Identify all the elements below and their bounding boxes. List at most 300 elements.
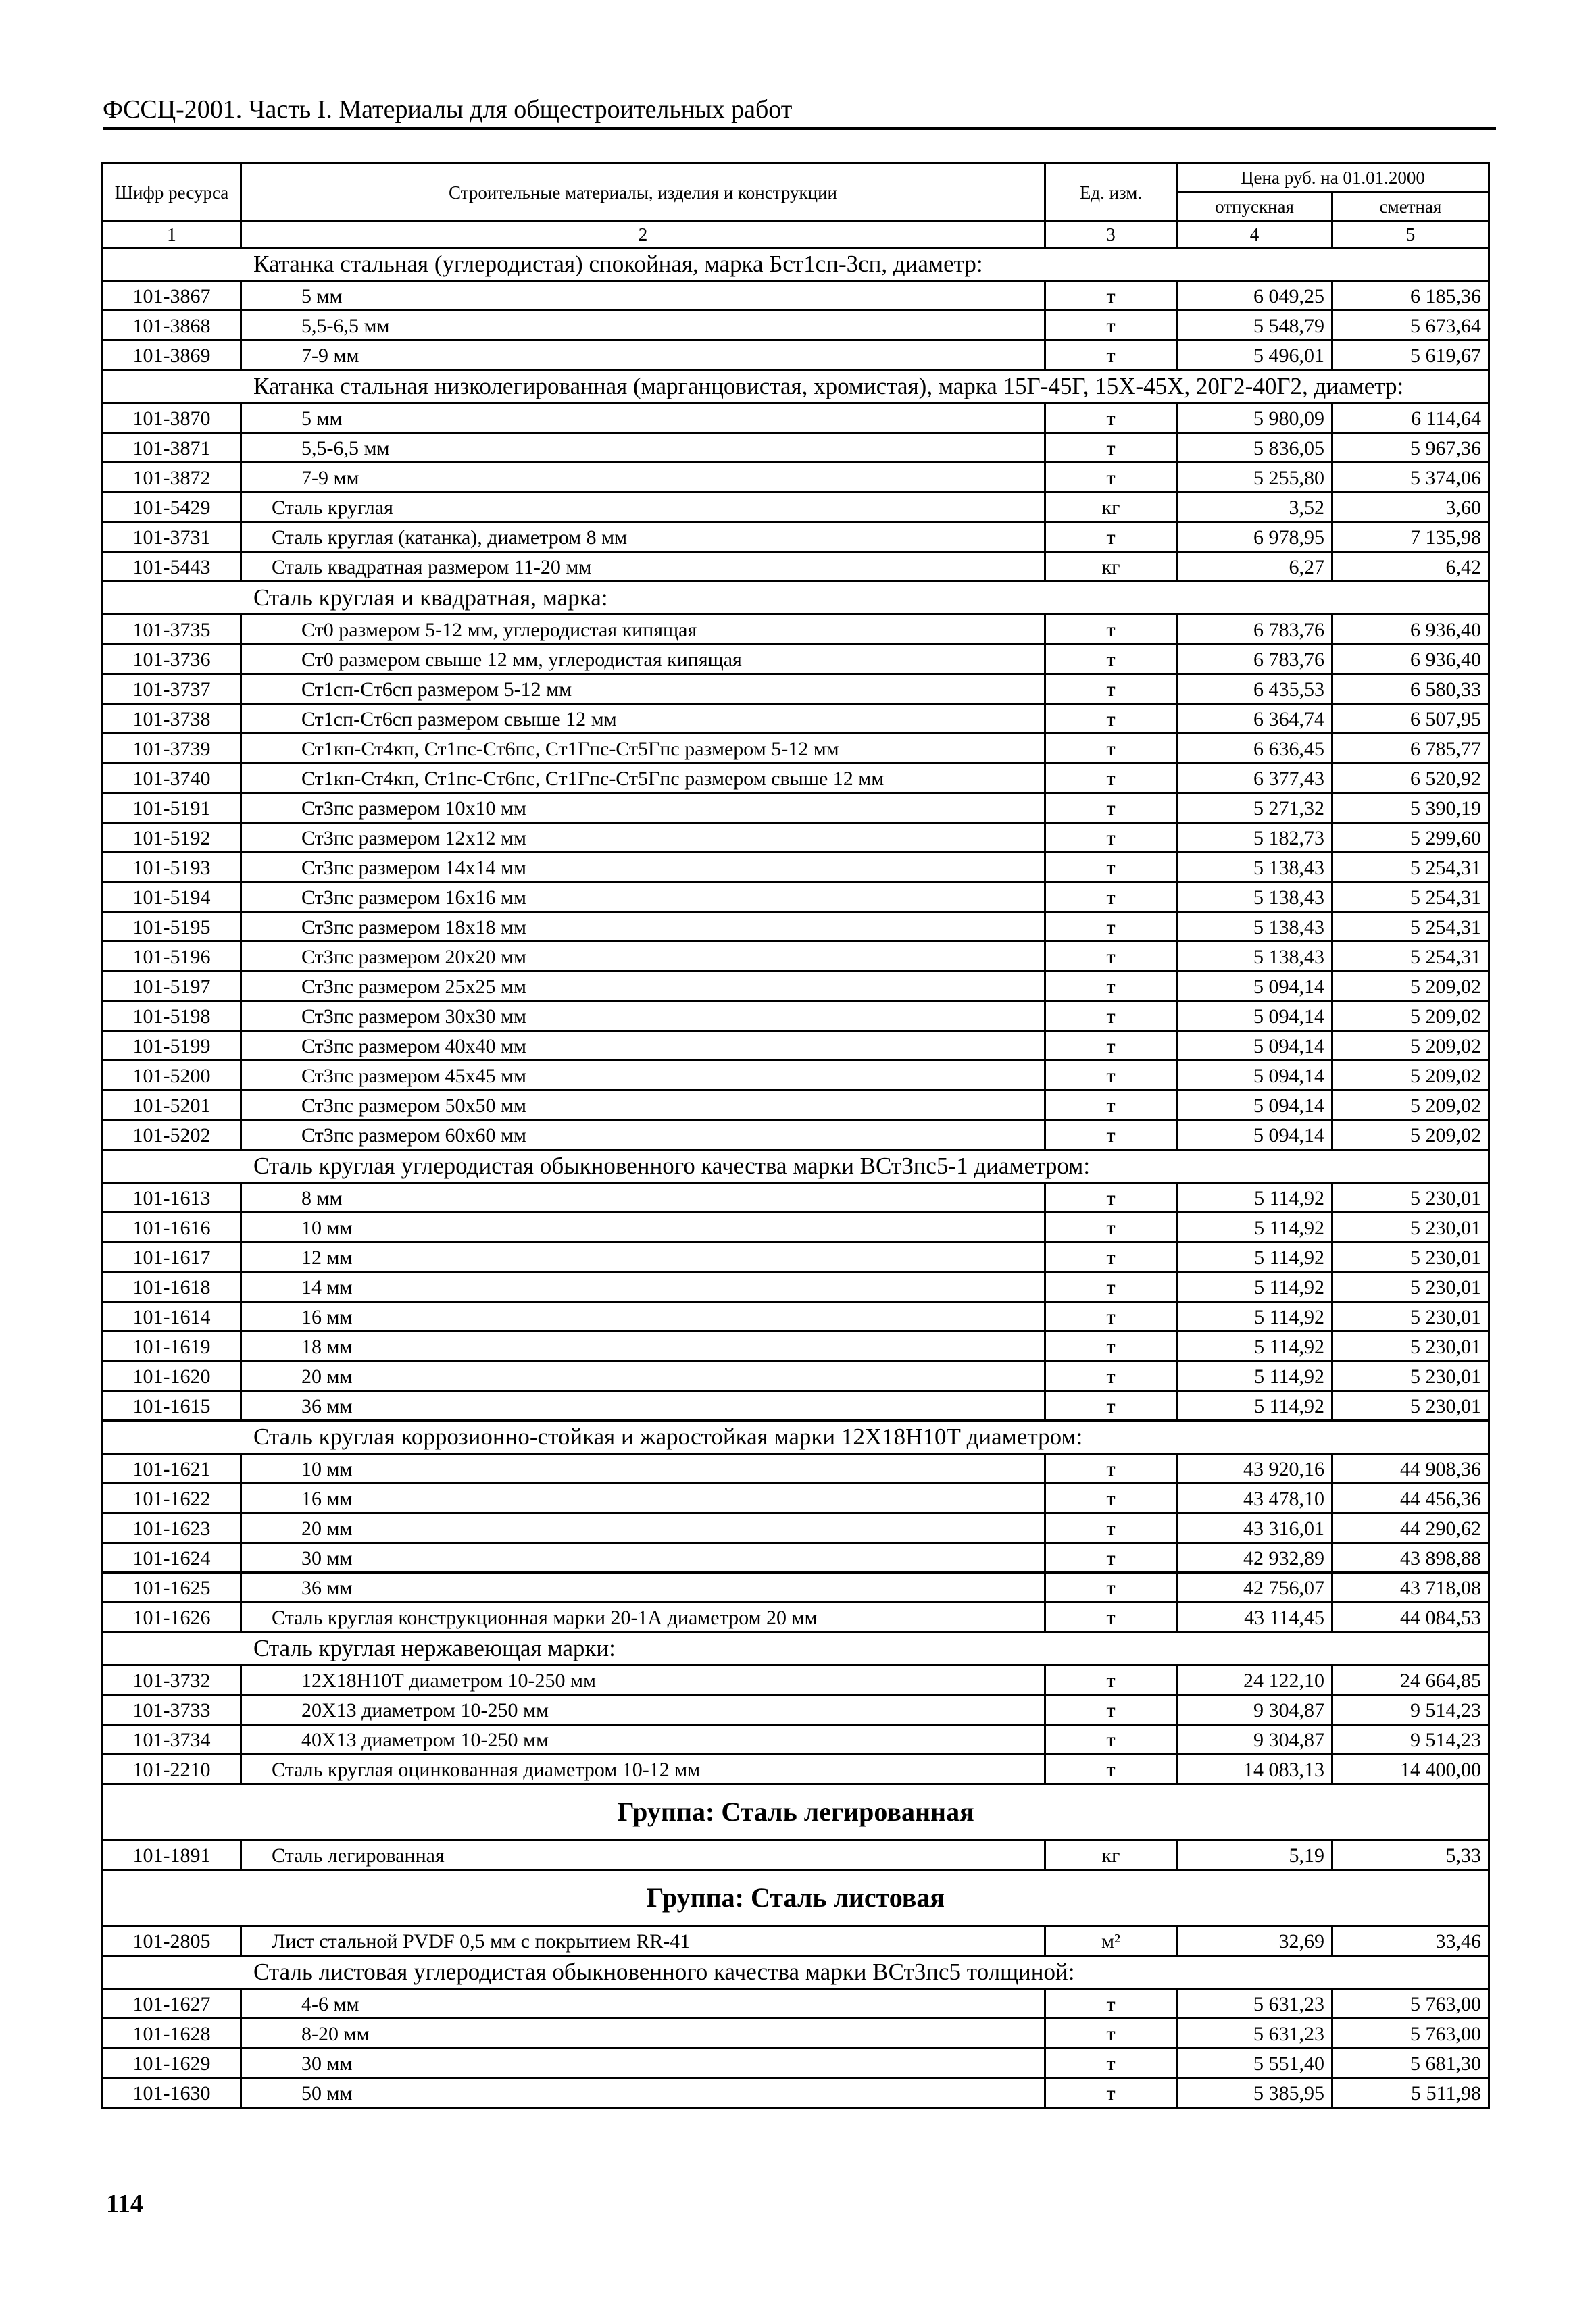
resource-code: 101-1614	[103, 1302, 241, 1332]
price-release: 6 783,76	[1177, 645, 1332, 674]
section-heading: Катанка стальная (углеродистая) спокойная, марка Бст1сп-3сп, диаметр:	[103, 248, 1489, 281]
unit-of-measure: м²	[1045, 1926, 1177, 1956]
table-row	[103, 2078, 1489, 2108]
price-release: 5 138,43	[1177, 853, 1332, 882]
price-estimate: 24 664,85	[1332, 1665, 1489, 1695]
material-description: Ст3пс размером 16х16 мм	[241, 882, 1045, 912]
material-description: Ст3пс размером 60х60 мм	[241, 1120, 1045, 1150]
price-estimate: 44 456,36	[1332, 1484, 1489, 1513]
resource-code: 101-1626	[103, 1603, 241, 1632]
table-row	[103, 853, 1489, 882]
resource-code: 101-1620	[103, 1361, 241, 1391]
unit-of-measure: т	[1045, 645, 1177, 674]
price-release: 42 756,07	[1177, 1573, 1332, 1603]
resource-code: 101-1891	[103, 1840, 241, 1870]
resource-code: 101-1628	[103, 2019, 241, 2048]
unit-of-measure: кг	[1045, 493, 1177, 522]
section-heading: Сталь круглая и квадратная, марка:	[103, 582, 1489, 615]
material-description: 7-9 мм	[241, 463, 1045, 493]
resource-code: 101-1623	[103, 1513, 241, 1543]
table-row	[103, 1361, 1489, 1391]
section-heading-row	[103, 248, 1489, 281]
price-release: 32,69	[1177, 1926, 1332, 1956]
material-description: 12 мм	[241, 1242, 1045, 1272]
price-estimate: 6 185,36	[1332, 281, 1489, 311]
resource-code: 101-3735	[103, 615, 241, 645]
material-description: Ст3пс размером 50х50 мм	[241, 1090, 1045, 1120]
table-row	[103, 463, 1489, 493]
material-description: Ст3пс размером 20х20 мм	[241, 942, 1045, 972]
resource-code: 101-3731	[103, 522, 241, 552]
unit-of-measure: т	[1045, 1213, 1177, 1242]
price-release: 9 304,87	[1177, 1725, 1332, 1755]
price-estimate: 6,42	[1332, 552, 1489, 582]
price-release: 9 304,87	[1177, 1695, 1332, 1725]
table-body	[103, 248, 1489, 2108]
unit-of-measure: т	[1045, 1332, 1177, 1361]
price-estimate: 5 230,01	[1332, 1332, 1489, 1361]
unit-of-measure: т	[1045, 793, 1177, 823]
price-estimate: 6 580,33	[1332, 674, 1489, 704]
table-row	[103, 1725, 1489, 1755]
price-estimate: 5 209,02	[1332, 1001, 1489, 1031]
price-release: 43 920,16	[1177, 1454, 1332, 1484]
unit-of-measure: т	[1045, 615, 1177, 645]
table-row	[103, 522, 1489, 552]
price-estimate: 5 209,02	[1332, 1031, 1489, 1061]
unit-of-measure: т	[1045, 823, 1177, 853]
material-description: Ст3пс размером 14х14 мм	[241, 853, 1045, 882]
unit-of-measure: т	[1045, 853, 1177, 882]
table-row	[103, 1332, 1489, 1361]
material-description: Ст1сп-Ст6сп размером 5-12 мм	[241, 674, 1045, 704]
resource-code: 101-2805	[103, 1926, 241, 1956]
price-release: 5 496,01	[1177, 341, 1332, 370]
table-row	[103, 1513, 1489, 1543]
unit-of-measure: т	[1045, 522, 1177, 552]
table-row	[103, 615, 1489, 645]
unit-of-measure: т	[1045, 1183, 1177, 1213]
price-estimate: 5 230,01	[1332, 1272, 1489, 1302]
price-release: 43 478,10	[1177, 1484, 1332, 1513]
price-estimate: 5 230,01	[1332, 1213, 1489, 1242]
resource-code: 101-5202	[103, 1120, 241, 1150]
resource-code: 101-1629	[103, 2048, 241, 2078]
resource-code: 101-5443	[103, 552, 241, 582]
unit-of-measure: т	[1045, 1302, 1177, 1332]
price-release: 5 138,43	[1177, 912, 1332, 942]
column-number: 2	[241, 222, 1045, 248]
resource-code: 101-1616	[103, 1213, 241, 1242]
price-table	[101, 162, 1490, 2109]
price-release: 5 094,14	[1177, 1001, 1332, 1031]
price-release: 43 114,45	[1177, 1603, 1332, 1632]
group-heading-row	[103, 1784, 1489, 1840]
unit-of-measure: т	[1045, 1061, 1177, 1090]
table-row	[103, 1543, 1489, 1573]
table-row	[103, 645, 1489, 674]
table-row	[103, 281, 1489, 311]
resource-code: 101-1615	[103, 1391, 241, 1421]
unit-of-measure: т	[1045, 1725, 1177, 1755]
price-estimate: 5,33	[1332, 1840, 1489, 1870]
resource-code: 101-3738	[103, 704, 241, 734]
unit-of-measure: т	[1045, 734, 1177, 763]
price-estimate: 5 967,36	[1332, 433, 1489, 463]
price-estimate: 5 230,01	[1332, 1183, 1489, 1213]
table-row	[103, 341, 1489, 370]
price-release: 5 631,23	[1177, 2019, 1332, 2048]
price-estimate: 6 785,77	[1332, 734, 1489, 763]
table-row	[103, 912, 1489, 942]
price-release: 5 094,14	[1177, 1031, 1332, 1061]
material-description: 5 мм	[241, 403, 1045, 433]
material-description: Сталь круглая (катанка), диаметром 8 мм	[241, 522, 1045, 552]
price-estimate: 5 209,02	[1332, 1090, 1489, 1120]
table-row	[103, 1272, 1489, 1302]
material-description: Сталь круглая конструкционная марки 20-1А диаметром 20 мм	[241, 1603, 1045, 1632]
material-description: Сталь квадратная размером 11-20 мм	[241, 552, 1045, 582]
section-heading: Сталь круглая углеродистая обыкновенного качества марки ВСт3пс5-1 диаметром:	[103, 1150, 1489, 1183]
price-release: 5 551,40	[1177, 2048, 1332, 2078]
resource-code: 101-3736	[103, 645, 241, 674]
resource-code: 101-5195	[103, 912, 241, 942]
unit-of-measure: т	[1045, 2019, 1177, 2048]
table-row	[103, 493, 1489, 522]
resource-code: 101-1619	[103, 1332, 241, 1361]
column-number: 4	[1177, 222, 1332, 248]
table-row	[103, 1755, 1489, 1784]
resource-code: 101-3869	[103, 341, 241, 370]
price-release: 6 978,95	[1177, 522, 1332, 552]
resource-code: 101-3739	[103, 734, 241, 763]
price-release: 5 094,14	[1177, 1061, 1332, 1090]
table-row	[103, 1213, 1489, 1242]
section-heading-row	[103, 1150, 1489, 1183]
price-estimate: 5 254,31	[1332, 853, 1489, 882]
header-price-estimate: сметная	[1332, 193, 1489, 222]
material-description: 18 мм	[241, 1332, 1045, 1361]
material-description: 12Х18Н10Т диаметром 10-250 мм	[241, 1665, 1045, 1695]
resource-code: 101-3872	[103, 463, 241, 493]
material-description: 5,5-6,5 мм	[241, 311, 1045, 341]
section-heading: Сталь круглая нержавеющая марки:	[103, 1632, 1489, 1665]
table-row	[103, 734, 1489, 763]
price-release: 6 364,74	[1177, 704, 1332, 734]
unit-of-measure: т	[1045, 2078, 1177, 2108]
material-description: 4-6 мм	[241, 1989, 1045, 2019]
material-description: 30 мм	[241, 1543, 1045, 1573]
material-description: Ст0 размером свыше 12 мм, углеродистая кипящая	[241, 645, 1045, 674]
price-estimate: 5 299,60	[1332, 823, 1489, 853]
resource-code: 101-1617	[103, 1242, 241, 1272]
price-estimate: 5 763,00	[1332, 2019, 1489, 2048]
section-heading: Сталь круглая коррозионно-стойкая и жаростойкая марки 12Х18Н10Т диаметром:	[103, 1421, 1489, 1454]
price-release: 5 548,79	[1177, 311, 1332, 341]
price-release: 5 182,73	[1177, 823, 1332, 853]
resource-code: 101-5194	[103, 882, 241, 912]
material-description: Ст3пс размером 45х45 мм	[241, 1061, 1045, 1090]
price-estimate: 33,46	[1332, 1926, 1489, 1956]
resource-code: 101-3870	[103, 403, 241, 433]
table-row	[103, 823, 1489, 853]
price-estimate: 6 520,92	[1332, 763, 1489, 793]
material-description: 20Х13 диаметром 10-250 мм	[241, 1695, 1045, 1725]
price-estimate: 5 230,01	[1332, 1302, 1489, 1332]
unit-of-measure: т	[1045, 1513, 1177, 1543]
material-description: Ст3пс размером 25х25 мм	[241, 972, 1045, 1001]
table-row	[103, 1242, 1489, 1272]
resource-code: 101-3737	[103, 674, 241, 704]
price-estimate: 9 514,23	[1332, 1725, 1489, 1755]
price-release: 5 114,92	[1177, 1332, 1332, 1361]
price-estimate: 5 254,31	[1332, 912, 1489, 942]
unit-of-measure: т	[1045, 674, 1177, 704]
material-description: 20 мм	[241, 1361, 1045, 1391]
unit-of-measure: т	[1045, 403, 1177, 433]
unit-of-measure: т	[1045, 1454, 1177, 1484]
unit-of-measure: т	[1045, 433, 1177, 463]
resource-code: 101-3740	[103, 763, 241, 793]
resource-code: 101-3868	[103, 311, 241, 341]
unit-of-measure: т	[1045, 1272, 1177, 1302]
price-release: 5 631,23	[1177, 1989, 1332, 2019]
unit-of-measure: кг	[1045, 552, 1177, 582]
table-row	[103, 433, 1489, 463]
unit-of-measure: т	[1045, 1543, 1177, 1573]
price-release: 5 138,43	[1177, 882, 1332, 912]
group-heading: Группа: Сталь листовая	[103, 1870, 1489, 1926]
column-number: 3	[1045, 222, 1177, 248]
table-row	[103, 1840, 1489, 1870]
price-estimate: 9 514,23	[1332, 1695, 1489, 1725]
section-heading: Катанка стальная низколегированная (марганцовистая, хромистая), марка 15Г-45Г, 15Х-45Х, 20Г2-40Г2, диаметр:	[103, 370, 1489, 403]
unit-of-measure: кг	[1045, 1840, 1177, 1870]
material-description: Сталь круглая	[241, 493, 1045, 522]
page-number: 114	[106, 2190, 143, 2218]
price-estimate: 5 681,30	[1332, 2048, 1489, 2078]
unit-of-measure: т	[1045, 763, 1177, 793]
resource-code: 101-5191	[103, 793, 241, 823]
table-row	[103, 972, 1489, 1001]
price-release: 5 114,92	[1177, 1213, 1332, 1242]
table-row	[103, 1454, 1489, 1484]
material-description: Лист стальной PVDF 0,5 мм с покрытием RR-41	[241, 1926, 1045, 1956]
unit-of-measure: т	[1045, 2048, 1177, 2078]
table-row	[103, 1120, 1489, 1150]
price-release: 42 932,89	[1177, 1543, 1332, 1573]
header-price-group: Цена руб. на 01.01.2000	[1177, 164, 1489, 193]
table-row	[103, 552, 1489, 582]
price-release: 6 636,45	[1177, 734, 1332, 763]
price-estimate: 14 400,00	[1332, 1755, 1489, 1784]
resource-code: 101-5198	[103, 1001, 241, 1031]
price-release: 6,27	[1177, 552, 1332, 582]
price-estimate: 7 135,98	[1332, 522, 1489, 552]
table-row	[103, 704, 1489, 734]
material-description: 10 мм	[241, 1454, 1045, 1484]
price-estimate: 6 936,40	[1332, 645, 1489, 674]
table-row	[103, 1989, 1489, 2019]
resource-code: 101-5193	[103, 853, 241, 882]
material-description: 16 мм	[241, 1302, 1045, 1332]
price-release: 5 114,92	[1177, 1302, 1332, 1332]
price-release: 24 122,10	[1177, 1665, 1332, 1695]
price-release: 5 094,14	[1177, 1090, 1332, 1120]
material-description: 36 мм	[241, 1573, 1045, 1603]
material-description: Ст3пс размером 18х18 мм	[241, 912, 1045, 942]
resource-code: 101-1624	[103, 1543, 241, 1573]
resource-code: 101-5192	[103, 823, 241, 853]
price-estimate: 5 254,31	[1332, 882, 1489, 912]
resource-code: 101-1618	[103, 1272, 241, 1302]
resource-code: 101-5199	[103, 1031, 241, 1061]
unit-of-measure: т	[1045, 281, 1177, 311]
price-release: 5 114,92	[1177, 1183, 1332, 1213]
unit-of-measure: т	[1045, 1573, 1177, 1603]
unit-of-measure: т	[1045, 704, 1177, 734]
material-description: Сталь легированная	[241, 1840, 1045, 1870]
price-release: 5 094,14	[1177, 972, 1332, 1001]
material-description: 36 мм	[241, 1391, 1045, 1421]
price-release: 5 114,92	[1177, 1242, 1332, 1272]
unit-of-measure: т	[1045, 1090, 1177, 1120]
group-heading-row	[103, 1870, 1489, 1926]
material-description: Ст3пс размером 12х12 мм	[241, 823, 1045, 853]
material-description: 7-9 мм	[241, 341, 1045, 370]
resource-code: 101-3867	[103, 281, 241, 311]
unit-of-measure: т	[1045, 942, 1177, 972]
resource-code: 101-2210	[103, 1755, 241, 1784]
material-description: 30 мм	[241, 2048, 1045, 2078]
resource-code: 101-3732	[103, 1665, 241, 1695]
material-description: Ст1сп-Ст6сп размером свыше 12 мм	[241, 704, 1045, 734]
price-release: 6 049,25	[1177, 281, 1332, 311]
price-release: 5 138,43	[1177, 942, 1332, 972]
price-estimate: 5 390,19	[1332, 793, 1489, 823]
page-header: ФССЦ-2001. Часть I. Материалы для общестроительных работ	[103, 95, 1496, 130]
price-release: 5 114,92	[1177, 1361, 1332, 1391]
table-row	[103, 1031, 1489, 1061]
price-estimate: 5 673,64	[1332, 311, 1489, 341]
material-description: Ст1кп-Ст4кп, Ст1пс-Ст6пс, Ст1Гпс-Ст5Гпс размером 5-12 мм	[241, 734, 1045, 763]
material-description: Ст3пс размером 40х40 мм	[241, 1031, 1045, 1061]
material-description: 5 мм	[241, 281, 1045, 311]
unit-of-measure: т	[1045, 1001, 1177, 1031]
price-estimate: 3,60	[1332, 493, 1489, 522]
resource-code: 101-5429	[103, 493, 241, 522]
table-row	[103, 2048, 1489, 2078]
unit-of-measure: т	[1045, 912, 1177, 942]
resource-code: 101-5196	[103, 942, 241, 972]
price-estimate: 6 936,40	[1332, 615, 1489, 645]
table-row	[103, 2019, 1489, 2048]
unit-of-measure: т	[1045, 1361, 1177, 1391]
unit-of-measure: т	[1045, 463, 1177, 493]
table-row	[103, 1391, 1489, 1421]
material-description: 8-20 мм	[241, 2019, 1045, 2048]
resource-code: 101-1625	[103, 1573, 241, 1603]
price-estimate: 5 230,01	[1332, 1242, 1489, 1272]
price-release: 5 980,09	[1177, 403, 1332, 433]
section-heading-row	[103, 370, 1489, 403]
price-estimate: 5 230,01	[1332, 1391, 1489, 1421]
table-row	[103, 1603, 1489, 1632]
price-estimate: 43 898,88	[1332, 1543, 1489, 1573]
price-estimate: 5 209,02	[1332, 1120, 1489, 1150]
price-release: 6 783,76	[1177, 615, 1332, 645]
header-code: Шифр ресурса	[103, 164, 241, 222]
table-row	[103, 763, 1489, 793]
price-estimate: 43 718,08	[1332, 1573, 1489, 1603]
group-heading: Группа: Сталь легированная	[103, 1784, 1489, 1840]
resource-code: 101-3733	[103, 1695, 241, 1725]
resource-code: 101-3734	[103, 1725, 241, 1755]
price-release: 5,19	[1177, 1840, 1332, 1870]
material-description: Ст1кп-Ст4кп, Ст1пс-Ст6пс, Ст1Гпс-Ст5Гпс размером свыше 12 мм	[241, 763, 1045, 793]
material-description: 20 мм	[241, 1513, 1045, 1543]
section-heading-row	[103, 1421, 1489, 1454]
unit-of-measure: т	[1045, 1120, 1177, 1150]
price-release: 5 271,32	[1177, 793, 1332, 823]
section-heading-row	[103, 1956, 1489, 1989]
resource-code: 101-5200	[103, 1061, 241, 1090]
price-release: 6 435,53	[1177, 674, 1332, 704]
column-number: 1	[103, 222, 241, 248]
unit-of-measure: т	[1045, 882, 1177, 912]
table-row	[103, 311, 1489, 341]
header-price-release: отпускная	[1177, 193, 1332, 222]
table-row	[103, 1183, 1489, 1213]
material-description: 16 мм	[241, 1484, 1045, 1513]
table-row	[103, 1695, 1489, 1725]
price-release: 5 114,92	[1177, 1272, 1332, 1302]
material-description: 8 мм	[241, 1183, 1045, 1213]
price-estimate: 5 209,02	[1332, 1061, 1489, 1090]
price-estimate: 44 290,62	[1332, 1513, 1489, 1543]
price-release: 6 377,43	[1177, 763, 1332, 793]
resource-code: 101-1621	[103, 1454, 241, 1484]
resource-code: 101-1613	[103, 1183, 241, 1213]
unit-of-measure: т	[1045, 1242, 1177, 1272]
price-estimate: 6 507,95	[1332, 704, 1489, 734]
resource-code: 101-5197	[103, 972, 241, 1001]
price-estimate: 5 209,02	[1332, 972, 1489, 1001]
price-estimate: 44 908,36	[1332, 1454, 1489, 1484]
material-description: 40Х13 диаметром 10-250 мм	[241, 1725, 1045, 1755]
material-description: Ст3пс размером 10х10 мм	[241, 793, 1045, 823]
price-release: 5 114,92	[1177, 1391, 1332, 1421]
table-row	[103, 1665, 1489, 1695]
material-description: Ст3пс размером 30х30 мм	[241, 1001, 1045, 1031]
section-heading-row	[103, 582, 1489, 615]
section-heading-row	[103, 1632, 1489, 1665]
price-estimate: 5 763,00	[1332, 1989, 1489, 2019]
section-heading: Сталь листовая углеродистая обыкновенного качества марки ВСт3пс5 толщиной:	[103, 1956, 1489, 1989]
material-description: Ст0 размером 5-12 мм, углеродистая кипящая	[241, 615, 1045, 645]
unit-of-measure: т	[1045, 1603, 1177, 1632]
unit-of-measure: т	[1045, 1031, 1177, 1061]
header-unit: Ед. изм.	[1045, 164, 1177, 222]
price-release: 5 385,95	[1177, 2078, 1332, 2108]
unit-of-measure: т	[1045, 1484, 1177, 1513]
price-estimate: 44 084,53	[1332, 1603, 1489, 1632]
price-release: 43 316,01	[1177, 1513, 1332, 1543]
unit-of-measure: т	[1045, 311, 1177, 341]
table-row	[103, 674, 1489, 704]
price-release: 14 083,13	[1177, 1755, 1332, 1784]
unit-of-measure: т	[1045, 1665, 1177, 1695]
